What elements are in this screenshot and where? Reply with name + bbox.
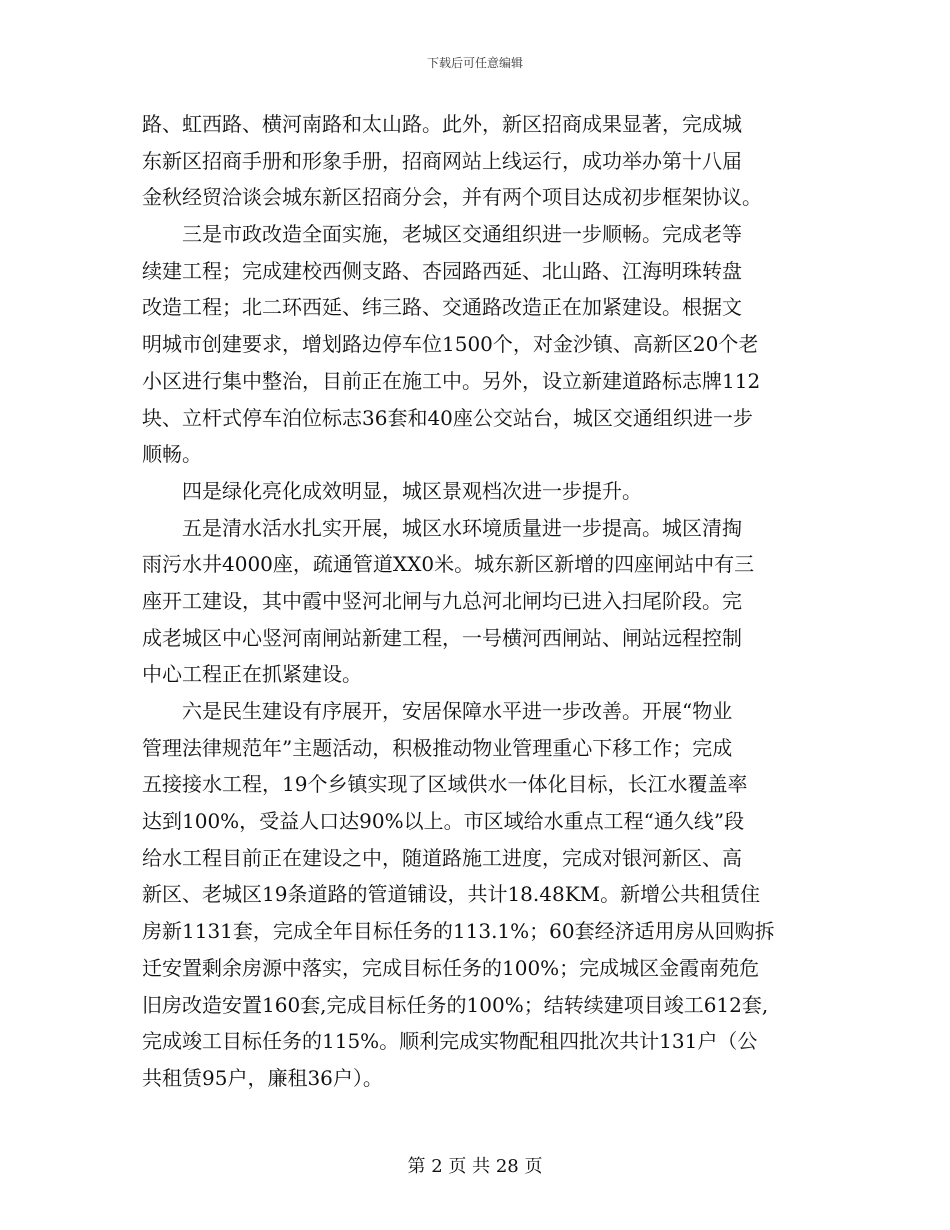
- body-line: 管理法律规范年”主题活动，积极推动物业管理重心下移工作；完成: [142, 735, 733, 760]
- body-line: 达到100%，受益人口达90%以上。市区域给水重点工程“通久线”段: [142, 809, 745, 834]
- paragraph-start-line: 四是绿化亮化成效明显，城区景观档次进一步提升。: [182, 478, 642, 503]
- paragraph-start-line: 三是市政改造全面实施，老城区交通组织进一步顺畅。完成老等: [182, 222, 742, 247]
- body-line: 块、立杆式停车泊位标志36套和40座公交站台，城区交通组织进一步: [142, 405, 753, 430]
- body-line: 给水工程目前正在建设之中，随道路施工进度，完成对银河新区、高: [142, 845, 742, 870]
- body-line: 五接接水工程，19个乡镇实现了区域供水一体化目标，长江水覆盖率: [142, 772, 748, 797]
- body-line: 雨污水井4000座，疏通管道XX0米。城东新区新增的四座闸站中有三: [142, 552, 755, 577]
- document-body: [142, 106, 810, 1097]
- body-line: 小区进行集中整治，目前正在施工中。另外，设立新建道路标志牌112: [142, 368, 761, 393]
- body-line: 共租赁95户，廉租36户）。: [142, 1065, 383, 1090]
- body-line: 完成竣工目标任务的115%。顺利完成实物配租四批次共计131户（公: [142, 1029, 758, 1054]
- page-header: 下载后可任意编辑: [426, 56, 523, 70]
- paragraph-start-line: 六是民生建设有序展开，安居保障水平进一步改善。开展“物业: [182, 699, 733, 723]
- paragraph-start-line: 五是清水活水扎实开展，城区水环境质量进一步提高。城区清掏: [182, 515, 742, 540]
- body-line: 顺畅。: [142, 442, 202, 467]
- body-line: 东新区招商手册和形象手册，招商网站上线运行，成功举办第十八届: [142, 148, 742, 173]
- body-line: 座开工建设，其中霞中竖河北闸与九总河北闸均已进入扫尾阶段。完: [142, 588, 742, 613]
- body-line: 改造工程；北二环西延、纬三路、交通路改造正在加紧建设。根据文: [142, 295, 742, 320]
- body-line: 旧房改造安置160套,完成目标任务的100%；结转续建项目竣工612套,: [142, 992, 769, 1017]
- body-line: 路、虹西路、横河南路和太山路。此外，新区招商成果显著，完成城: [142, 112, 742, 136]
- body-line: 迁安置剩余房源中落实，完成目标任务的100%；完成城区金霞南苑危: [142, 955, 760, 980]
- body-line: 续建工程；完成建校西侧支路、杏园路西延、北山路、江海明珠转盘: [142, 258, 742, 283]
- body-line: 金秋经贸洽谈会城东新区招商分会，并有两个项目达成初步框架协议。: [142, 185, 762, 210]
- page-footer: 第 2 页 共 28 页: [407, 1156, 543, 1177]
- body-line: 新区、老城区19条道路的管道铺设，共计18.48KM。新增公共租赁住: [142, 882, 761, 907]
- body-line: 成老城区中心竖河南闸站新建工程，一号横河西闸站、闸站远程控制: [142, 625, 742, 650]
- body-line: 明城市创建要求，增划路边停车位1500个，对金沙镇、高新区20个老: [142, 332, 759, 357]
- body-line: 中心工程正在抓紧建设。: [142, 662, 362, 687]
- body-line: 房新1131套，完成全年目标任务的113.1%；60套经济适用房从回购拆: [142, 919, 775, 944]
